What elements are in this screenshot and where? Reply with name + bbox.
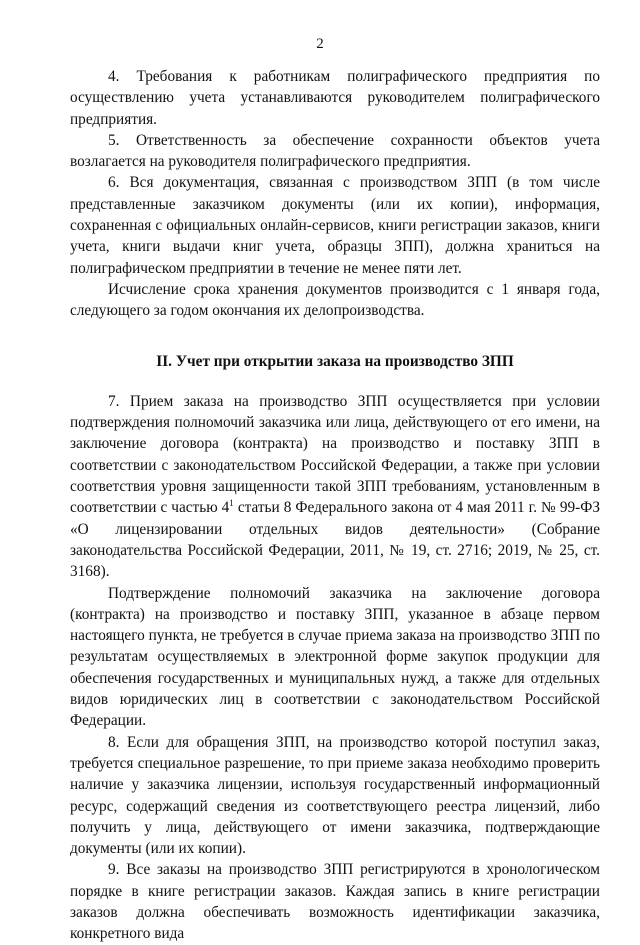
paragraph-item-5: 5. Ответственность за обеспечение сохранности объектов учета возлагается на руководителя полиграфического предприятия. [70, 131, 600, 171]
paragraph-item-7-text-a: 7. Прием заказа на производство ЗПП осуществляется при условии подтверждения полномочий заказчика или лица, действующего от его имени, на заключение договора (контракта) на производство и поставку ЗПП в соответствии с законодательством Российской Федерации, а также при условии соответствия уровня защищенности такой ЗПП требованиям, установленным в соответствии с частью 4 [70, 392, 600, 517]
paragraph-item-9: 9. Все заказы на производство ЗПП регистрируются в хронологическом порядке в книге регистрации заказов. Каждая запись в книге регистрации заказов должна обеспечивать возможность идентификации заказчика, конкретного вида [70, 861, 600, 943]
paragraph-item-6: 6. Вся документация, связанная с производством ЗПП (в том числе представленные заказчиком документы (или их копии), информация, сохраненная с официальных онлайн-сервисов, книги регистрации заказов, книги учета, книги выдачи книг учета, образцы ЗПП), должна храниться на полиграфическом предприятии в течение не менее пяти лет. [70, 174, 600, 277]
section-heading: II. Учет при открытии заказа на производство ЗПП [156, 352, 514, 370]
document-body [70, 66, 600, 945]
spacer [70, 322, 600, 333]
page-number: 2 [316, 36, 324, 52]
paragraph-authority-confirmation: Подтверждение полномочий заказчика на заключение договора (контракта) на производство и поставку ЗПП, указанное в абзаце первом настоящего пункта, не требуется в случае приема заказа на производство ЗПП по результатам осуществляемых в электронной форме закупок продукции для обеспечения государственных и муниципальных нужд, а также для отдельных видов юридических лиц в соответствии с законодательством Российской Федерации. [70, 584, 600, 730]
superscript-number: 1 [229, 498, 234, 509]
paragraph-item-8: 8. Если для обращения ЗПП, на производство которой поступил заказ, требуется специальное разрешение, то при приеме заказа необходимо проверить наличие у заказчика лицензии, используя государственный информационный ресурс, содержащий сведения из соответствующего реестра лицензий, либо получить у лица, действующего от имени заказчика, подтверждающие документы (или их копии). [70, 733, 600, 858]
paragraph-retention-period: Исчисление срока хранения документов производится с 1 января года, следующего за годом окончания их делопроизводства. [70, 280, 600, 320]
paragraph-item-7-text-b: статьи 8 Федерального закона от 4 мая 2011 г. № 99-ФЗ «О лицензировании отдельных видов деятельности» (Собрание законодательства Российской Федерации, 2011, № 19, ст. 2716; 2019, № 25, ст. 3168). [70, 499, 600, 581]
paragraph-item-4: 4. Требования к работникам полиграфического предприятия по осуществлению учета устанавливаются руководителем полиграфического предприятия. [70, 68, 600, 128]
paragraph-item-7 [70, 391, 600, 583]
